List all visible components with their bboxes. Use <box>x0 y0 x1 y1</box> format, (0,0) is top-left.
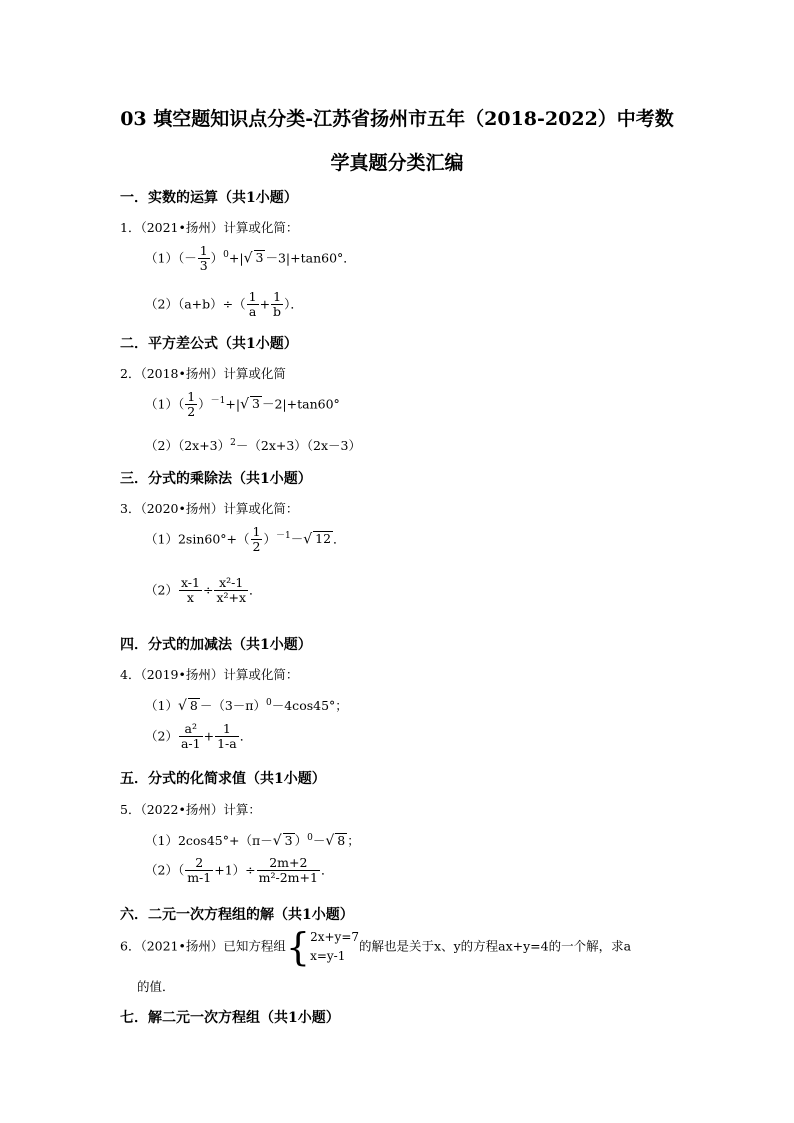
q1p1-post: －3|+tan60°． <box>265 250 356 266</box>
q1p2-f2-num: 1 <box>271 290 283 305</box>
q4p2-f2-num: 1 <box>215 722 239 737</box>
q1p2-fraction-2 <box>271 290 283 320</box>
section-heading-4: 四．分式的加减法（共1小题） <box>120 637 312 653</box>
question-2-head: 2．（2018•扬州）计算或化简 <box>120 366 286 381</box>
q3p1-root: 12 <box>315 531 332 547</box>
question-5-part-1: （1）2cos45°+（π－√ 3 ）$^0$－√ 8 ； <box>145 832 360 849</box>
q5p1-post: ； <box>347 833 360 848</box>
q2p1-frac-num: 1 <box>187 389 196 404</box>
q2p1-close: ） <box>198 396 211 412</box>
q1p1-root: 3 <box>255 250 264 266</box>
q1p2-plus: + <box>259 296 271 312</box>
question-1-head: 1．（2021•扬州）计算或化简： <box>120 220 299 235</box>
q5p1-mid: ） <box>294 833 308 848</box>
question-6 <box>120 925 632 969</box>
page-title: 03 填空题知识点分类-江苏省扬州市五年（2018-2022）中考数 <box>120 108 674 130</box>
q6-pre: 6．（2021•扬州）已知方程组 <box>120 938 286 954</box>
question-2-part-2 <box>145 436 361 454</box>
q3p2-fraction-2 <box>214 576 248 606</box>
q4p2-f1-den: a-1 <box>180 736 201 752</box>
q3p2-op: ÷ <box>202 582 214 598</box>
question-4-head: 4．（2019•扬州）计算或化简： <box>120 667 299 682</box>
q5p1-pre: （1）2cos45°+（π－ <box>145 833 273 848</box>
q2p1-fraction <box>185 390 197 420</box>
page-title-continued: 学真题分类汇编 <box>330 152 464 174</box>
q2p2-sup: 2 <box>230 437 236 448</box>
q5p2-f1-den: m-1 <box>187 870 212 886</box>
q2p1-sup: －1 <box>210 396 226 407</box>
q6-system-brace: { <box>285 925 311 969</box>
q4p1-pre: （1） <box>145 698 178 713</box>
q5p2-fraction-1 <box>185 856 213 886</box>
section-heading-1: 一．实数的运算（共1小题） <box>120 190 298 206</box>
q3p1-frac-den: 2 <box>252 539 261 555</box>
q3p2-pre: （2） <box>145 582 178 598</box>
question-4-part-1: （1）√ $8 -(3-\pi)^0-4\cos 45^\circ$； <box>145 697 348 714</box>
q4p2-pre: （2） <box>145 728 178 744</box>
q6-equation-system <box>310 928 359 965</box>
q4p2-op: + <box>203 728 215 744</box>
q5p2-f2-num: 2m+2 <box>257 856 320 871</box>
section-heading-6: 六．二元一次方程组的解（共1小题） <box>120 907 354 923</box>
q5p2-pre: （2）（ <box>145 862 185 878</box>
q2p1-post: －2|+tan60° <box>261 396 340 412</box>
section-heading-5: 五．分式的化简求值（共1小题） <box>120 771 326 787</box>
q4p2-fraction-2 <box>215 722 239 752</box>
q6-equation-1: 2x+y=7 <box>310 930 360 945</box>
question-1-part-1: （1）（－ $\frac{1}{3}$ ）$^0$+|√ 3 －3|+tan60°． <box>145 243 356 274</box>
q2p2-text: （2）（2x+3） <box>145 438 231 453</box>
q6-equation-2: x=y-1 <box>310 949 346 963</box>
q3p1-close: ） <box>263 531 276 547</box>
q1p1-fraction <box>198 244 210 274</box>
question-3-head: 3．（2020•扬州）计算或化简： <box>120 501 299 516</box>
q3p2-f2-den: x²+x <box>216 590 247 606</box>
question-2-part-1: （1）（ $\frac{1}{2}$ ）$^{-1}$+|√ 3 －2|+tan60° <box>145 389 340 420</box>
q1p2-f2-den: b <box>273 304 282 320</box>
q4p1-sup: 0 <box>266 697 272 708</box>
q3p1-post: ． <box>333 531 346 547</box>
q3p2-f1-num: x-1 <box>180 575 200 590</box>
q1p1-sup: 0 <box>223 250 229 261</box>
q5p2-post: ． <box>320 862 334 878</box>
q5p1-root-2: 8 <box>337 833 346 848</box>
q4p1-mid: －（3－π） <box>199 698 266 713</box>
section-heading-2: 二．平方差公式（共1小题） <box>120 336 298 352</box>
q4p2-fraction-1 <box>179 722 203 752</box>
q3p1-sup: －1 <box>275 531 291 542</box>
q3p1-frac-num: 1 <box>252 524 261 539</box>
q6-post: 的解也是关于x、y的方程ax+y=4的一个解，求a <box>359 938 632 954</box>
q2p1-pre: （1）（ <box>145 396 185 412</box>
q2p1-frac-den: 2 <box>187 404 196 420</box>
q5p2-mid: +1）÷ <box>214 862 256 878</box>
q4p2-f2-den: 1-a <box>217 736 237 752</box>
q3p1-mid: － <box>290 531 304 547</box>
q4p1-root: 8 <box>189 698 198 713</box>
q4p2-f1-num: a² <box>179 722 203 737</box>
q1p1-frac-den: 3 <box>199 258 208 274</box>
q1p1-pre: （1）（－ <box>145 250 197 266</box>
q1p2-post: ）． <box>284 296 303 312</box>
q5p2-fraction-2 <box>257 856 320 886</box>
section-heading-7: 七．解二元一次方程组（共1小题） <box>120 1010 340 1026</box>
question-5-head: 5．（2022•扬州）计算： <box>120 802 261 817</box>
question-6-continued: 的值． <box>137 979 175 994</box>
q1p2-fraction-1 <box>247 290 259 320</box>
question-4-part-2 <box>145 722 252 752</box>
question-1-part-2 <box>145 290 303 320</box>
q5p1-root-1: 3 <box>284 833 293 848</box>
q1p1-frac-num: 1 <box>199 243 208 258</box>
q3p1-fraction <box>251 525 263 555</box>
q2p2-post: －（2x+3）（2x－3） <box>235 438 362 453</box>
q1p2-f1-num: 1 <box>248 289 257 304</box>
q3p2-f2-num: x²-1 <box>214 576 248 591</box>
q1p2-f1-den: a <box>248 304 257 320</box>
q5p2-f1-num: 2 <box>185 856 213 871</box>
q3p1-pre: （1）2sin60°+（ <box>145 531 250 547</box>
q4p1-post: －4cos45°； <box>271 698 348 713</box>
q3p2-f1-den: x <box>186 590 194 606</box>
q2p1-root: 3 <box>252 396 260 412</box>
question-3-part-2 <box>145 576 262 606</box>
q3p2-post: ． <box>249 582 262 598</box>
q3p2-fraction-1 <box>179 576 202 606</box>
section-heading-3: 三．分式的乘除法（共1小题） <box>120 471 312 487</box>
q5p1-sup: 0 <box>307 832 313 843</box>
q1p1-mid: +| <box>228 250 244 266</box>
q5p2-f2-den: m²-2m+1 <box>258 870 318 886</box>
question-5-part-2 <box>145 856 333 886</box>
q2p1-mid: +| <box>225 396 241 412</box>
question-3-part-1: （1）2sin60°+（ $\frac{1}{2}$ ）$^{-1}$－√ 12 ． <box>145 524 346 555</box>
q1p2-pre: （2）（a+b）÷（ <box>145 296 246 312</box>
q4p2-post: ． <box>239 728 253 744</box>
q5p1-mid-2: － <box>312 833 326 848</box>
